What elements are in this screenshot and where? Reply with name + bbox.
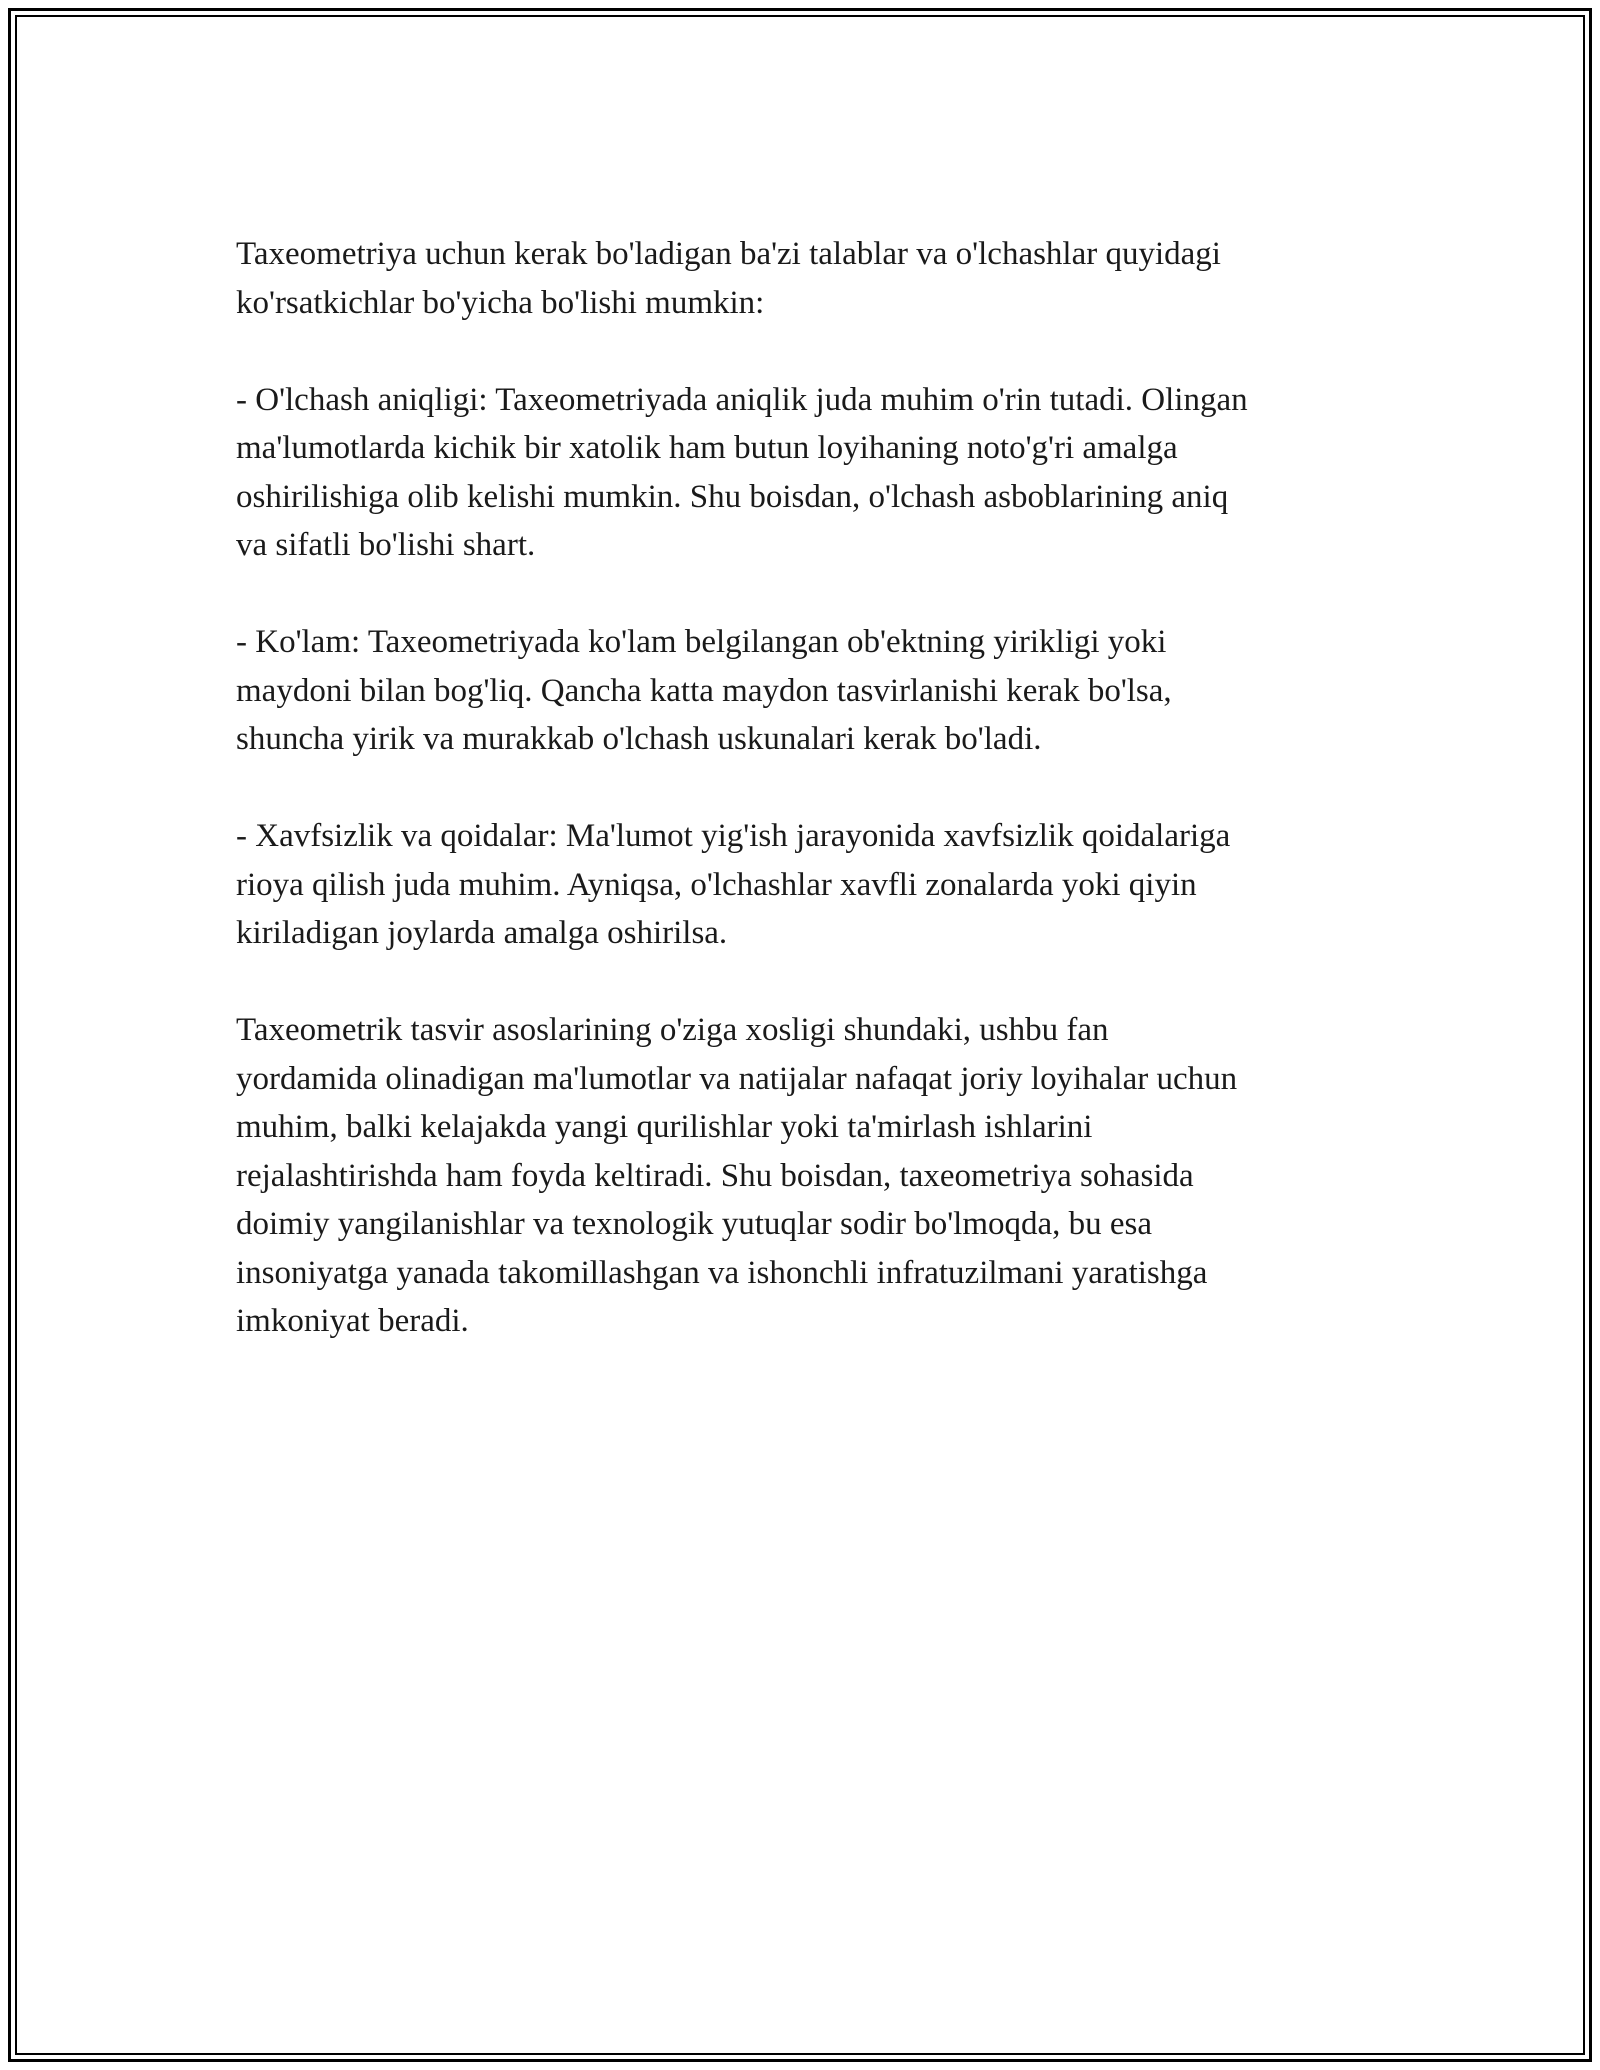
intro-paragraph: Taxeometriya uchun kerak bo'ladigan ba'zi talablar va o'lchashlar quyidagi ko'rsatkichlar bo'yicha bo'lishi mumkin: — [236, 236, 1221, 321]
safety-paragraph: - Xavfsizlik va qoidalar: Ma'lumot yig'ish jarayonida xavfsizlik qoidalariga rioya qilish juda muhim. Ayniqsa, o'lchashlar xavfli zonalarda yoki qiyin kiriladigan joylarda amalga oshirilsa. — [236, 818, 1231, 951]
conclusion-paragraph: Taxeometrik tasvir asoslarining o'ziga xosligi shundaki, ushbu fan yordamida olinadigan ma'lumotlar va natijalar nafaqat joriy loyihalar uchun muhim, balki kelajakda yangi qurilishlar yoki ta'mirlash ishlarini rejalashtirishda ham foyda keltiradi. Shu boisdan, taxeometriya sohasida doimiy yangilanishlar va texnologik yutuqlar sodir bo'lmoqda, bu esa insoniyatga yanada takomillashgan va ishonchli infratuzilmani yaratishga imkoniyat beradi. — [236, 1012, 1238, 1339]
document-body — [236, 230, 1376, 1394]
scale-paragraph: - Ko'lam: Taxeometriyada ko'lam belgilangan ob'ektning yirikligi yoki maydoni bilan bog'liq. Qancha katta maydon tasvirlanishi kerak bo'lsa, shuncha yirik va murakkab o'lchash uskunalari kerak bo'ladi. — [236, 624, 1172, 757]
accuracy-paragraph: - O'lchash aniqligi: Taxeometriyada aniqlik juda muhim o'rin tutadi. Olingan ma'lumotlarda kichik bir xatolik ham butun loyihaning noto'g'ri amalga oshirilishiga olib kelishi mumkin. Shu boisdan, o'lchash asboblarining aniq va sifatli bo'lishi shart. — [236, 381, 1248, 563]
